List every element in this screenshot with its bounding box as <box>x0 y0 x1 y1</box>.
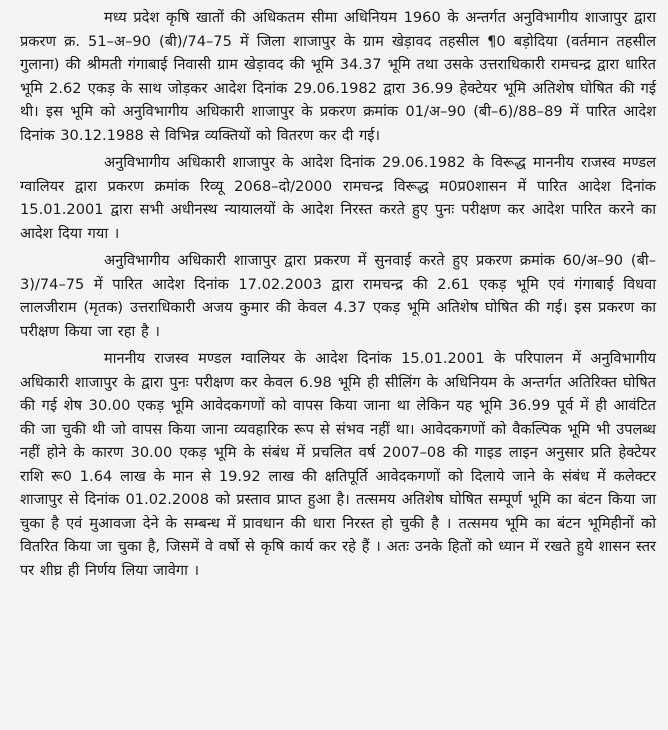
paragraph-1: मध्य प्रदेश कृषि खातों की अधिकतम सीमा अधिनियम 1960 के अन्तर्गत अनुविभागीय शाजापुर द्वारा प्रकरण क्र. 51–अ–90 (बी)/74–75 में जिला शाजापुर के ग्राम खेड़ावद तहसील ¶0 बड़ोदिया (वर्तमान तहसील गुलाना) की श्रीमती गंगाबाई निवासी ग्राम खेड़ावद की भूमि 34.37 भूमि तथा उसके उत्तराधिकारी रामचन्द्र द्वारा धारित भूमि 2.62 एकड़ के साथ जोड़कर आदेश दिनांक 29.06.1982 द्वारा 36.99 हेक्टेयर भूमि अतिशेष घोषित की गई थी। इस भूमि को अनुविभागीय अधिकारी शाजापुर के प्रकरण क्रमांक 01/अ–90 (बी–6)/88–89 में पारित आदेश दिनांक 30.12.1988 से विभिन्न व्यक्तियों को वितरण कर दी गई। <box>20 9 656 144</box>
paragraph-2: अनुविभागीय अधिकारी शाजापुर के आदेश दिनांक 29.06.1982 के विरूद्ध माननीय राजस्व मण्डल ग्वालियर द्वारा प्रकरण क्रमांक रिव्यू 2068–दो/2000 रामचन्द्र विरूद्ध म0प्र0शासन में पारित आदेश दिनांक 15.01.2001 द्वारा सभी अधीनस्थ न्यायालयों के आदेश निरस्त करते हुए पुनः परीक्षण कर आदेश पारित करने का आदेश दिया गया । <box>20 154 656 242</box>
paragraph-3: अनुविभागीय अधिकारी शाजापुर द्वारा प्रकरण में सुनवाई करते हुए प्रकरण क्रमांक 60/अ–90 (बी–3)/74–75 में पारित आदेश दिनांक 17.02.2003 द्वारा रामचन्द्र की 2.61 एकड़ भूमि एवं गंगाबाई विधवा लालजीराम (मृतक) उत्तराधिकारी अजय कुमार की केवल 4.37 एकड़ भूमि अतिशेष घोषित की गई। इस प्रकरण का परीक्षण किया जा रहा है । <box>20 252 656 340</box>
paragraph-4: माननीय राजस्व मण्डल ग्वालियर के आदेश दिनांक 15.01.2001 के परिपालन में अनुविभागीय अधिकारी शाजापुर के द्वारा पुनः परीक्षण कर केवल 6.98 भूमि ही सीलिंग के अधिनियम के अन्तर्गत अतिरिक्त घोषित की गई शेष 30.00 एकड़ भूमि आवेदकगणों को वापस किया जाना था लेकिन यह भूमि 36.99 पूर्व में ही आवंटित की जा चुकी थी जो वापस किया जाना व्यवहारिक रूप से संभव नहीं था। आवेदकगणों को वैकल्पिक भूमि भी उपलब्ध नहीं होने के कारण 30.00 एकड़ भूमि के संबंध में प्रचलित वर्ष 2007–08 की गाइड लाइन अनुसार प्रति हेक्टेयर राशि रू0 1.64 लाख के मान से 19.92 लाख की क्षतिपूर्ति आवेदकगणों को दिलाये जाने के संबंध में कलेक्टर शाजापुर से दिनांक 01.02.2008 को प्रस्ताव प्राप्त हुआ है। तत्समय अतिशेष घोषित सम्पूर्ण भूमि का बंटन किया जा चुका है एवं मुआवजा देने के सम्बन्ध में प्रावधान की धारा निरस्त हो चुकी है । तत्समय भूमि का बंटन भूमिहीनों को वितरित किया जा चुका है, जिसमें वे वर्षो से कृषि कार्य कर रहे हैं । अतः उनके हितों को ध्यान में रखते हुये शासन स्तर पर शीघ्र ही निर्णय लिया जावेगा । <box>20 350 657 579</box>
